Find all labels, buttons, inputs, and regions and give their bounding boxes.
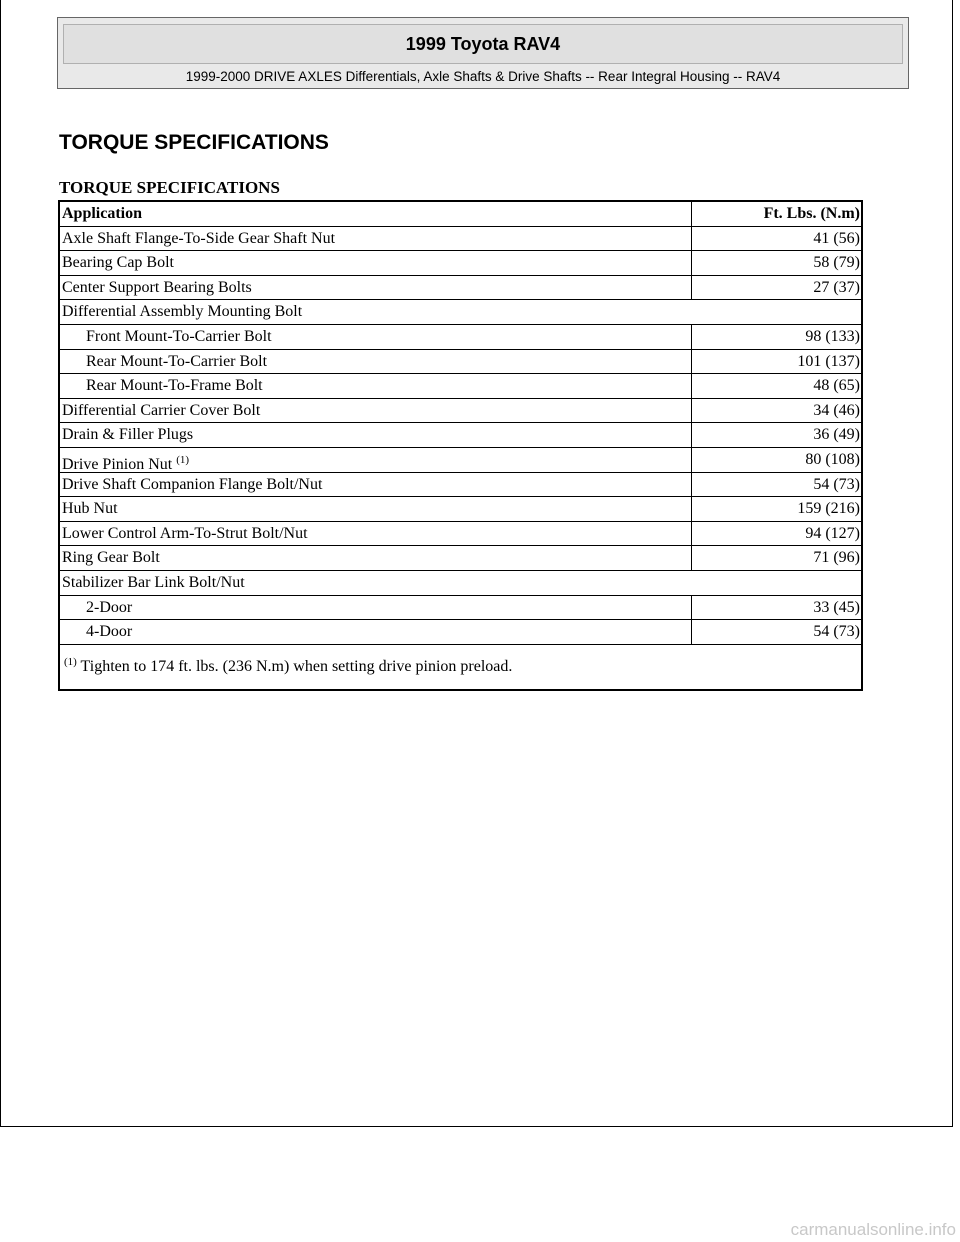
- application-cell: Ring Gear Bolt: [60, 546, 692, 570]
- group-heading-cell: Differential Assembly Mounting Bolt: [62, 303, 303, 321]
- table-group-row: [60, 300, 861, 325]
- application-cell: Axle Shaft Flange-To-Side Gear Shaft Nut: [60, 227, 692, 251]
- torque-cell: 94 (127): [805, 524, 860, 542]
- application-cell: Drain & Filler Plugs: [60, 423, 692, 447]
- table-row: [60, 325, 861, 350]
- table-row: [60, 227, 861, 252]
- torque-cell: 58 (79): [813, 254, 860, 272]
- footnote-text: Tighten to 174 ft. lbs. (236 N.m) when setting drive pinion preload.: [80, 657, 513, 675]
- watermark: carmanualsonline.info: [790, 1220, 956, 1239]
- table-row: [60, 251, 861, 276]
- torque-cell: 36 (49): [813, 426, 860, 444]
- table-row: [60, 399, 861, 424]
- table-row: [60, 423, 861, 448]
- torque-cell: 54 (73): [813, 623, 860, 641]
- application-cell: Hub Nut: [60, 497, 692, 521]
- section-heading: TORQUE SPECIFICATIONS: [59, 131, 329, 154]
- table-row: [60, 596, 861, 621]
- torque-cell: 41 (56): [813, 229, 860, 247]
- table-row: [60, 473, 861, 498]
- application-cell: Center Support Bearing Bolts: [60, 276, 692, 300]
- document-header: [57, 17, 909, 89]
- torque-cell: 101 (137): [797, 352, 860, 370]
- footnote-reference: (1): [176, 453, 190, 466]
- column-header-torque: Ft. Lbs. (N.m): [763, 205, 860, 222]
- table-group-row: [60, 571, 861, 596]
- footnote-mark: (1): [64, 655, 77, 668]
- application-cell: Rear Mount-To-Carrier Bolt: [60, 350, 692, 374]
- application-cell: Lower Control Arm-To-Strut Bolt/Nut: [60, 522, 692, 546]
- torque-cell: 54 (73): [813, 475, 860, 493]
- torque-spec-table: [58, 200, 863, 691]
- torque-cell: 34 (46): [813, 401, 860, 419]
- application-cell: Front Mount-To-Carrier Bolt: [60, 325, 692, 349]
- table-row: [60, 448, 861, 473]
- header-title: 1999 Toyota RAV4: [63, 24, 903, 64]
- application-cell: 2-Door: [60, 596, 692, 620]
- table-row: [60, 350, 861, 375]
- application-cell: Drive Shaft Companion Flange Bolt/Nut: [60, 473, 692, 497]
- application-cell: Rear Mount-To-Frame Bolt: [60, 374, 692, 398]
- table-row: [60, 497, 861, 522]
- torque-cell: 48 (65): [813, 377, 860, 395]
- torque-cell: 27 (37): [813, 278, 860, 296]
- header-subtitle: 1999-2000 DRIVE AXLES Differentials, Axle Shafts & Drive Shafts -- Rear Integral Housing -- RAV4: [185, 68, 781, 84]
- torque-cell: 71 (96): [813, 549, 860, 567]
- application-cell: Differential Carrier Cover Bolt: [60, 399, 692, 423]
- table-header-row: [60, 202, 861, 227]
- application-cell: 4-Door: [60, 620, 692, 644]
- footnote-cell: [60, 652, 861, 677]
- torque-cell: 159 (216): [797, 500, 860, 518]
- group-heading-cell: Stabilizer Bar Link Bolt/Nut: [62, 573, 245, 591]
- table-row: [60, 522, 861, 547]
- torque-cell: 80 (108): [805, 450, 860, 468]
- torque-cell: 33 (45): [813, 598, 860, 616]
- application-text: Drive Pinion Nut: [62, 455, 173, 472]
- table-row: [60, 276, 861, 301]
- column-header-application: Application: [60, 202, 692, 226]
- table-row: [60, 620, 861, 645]
- table-row: [60, 546, 861, 571]
- table-row: [60, 374, 861, 399]
- torque-cell: 98 (133): [805, 327, 860, 345]
- table-footnote-row: [60, 645, 861, 689]
- table-caption: TORQUE SPECIFICATIONS: [59, 178, 280, 197]
- application-cell: [60, 448, 692, 472]
- application-cell: Bearing Cap Bolt: [60, 251, 692, 275]
